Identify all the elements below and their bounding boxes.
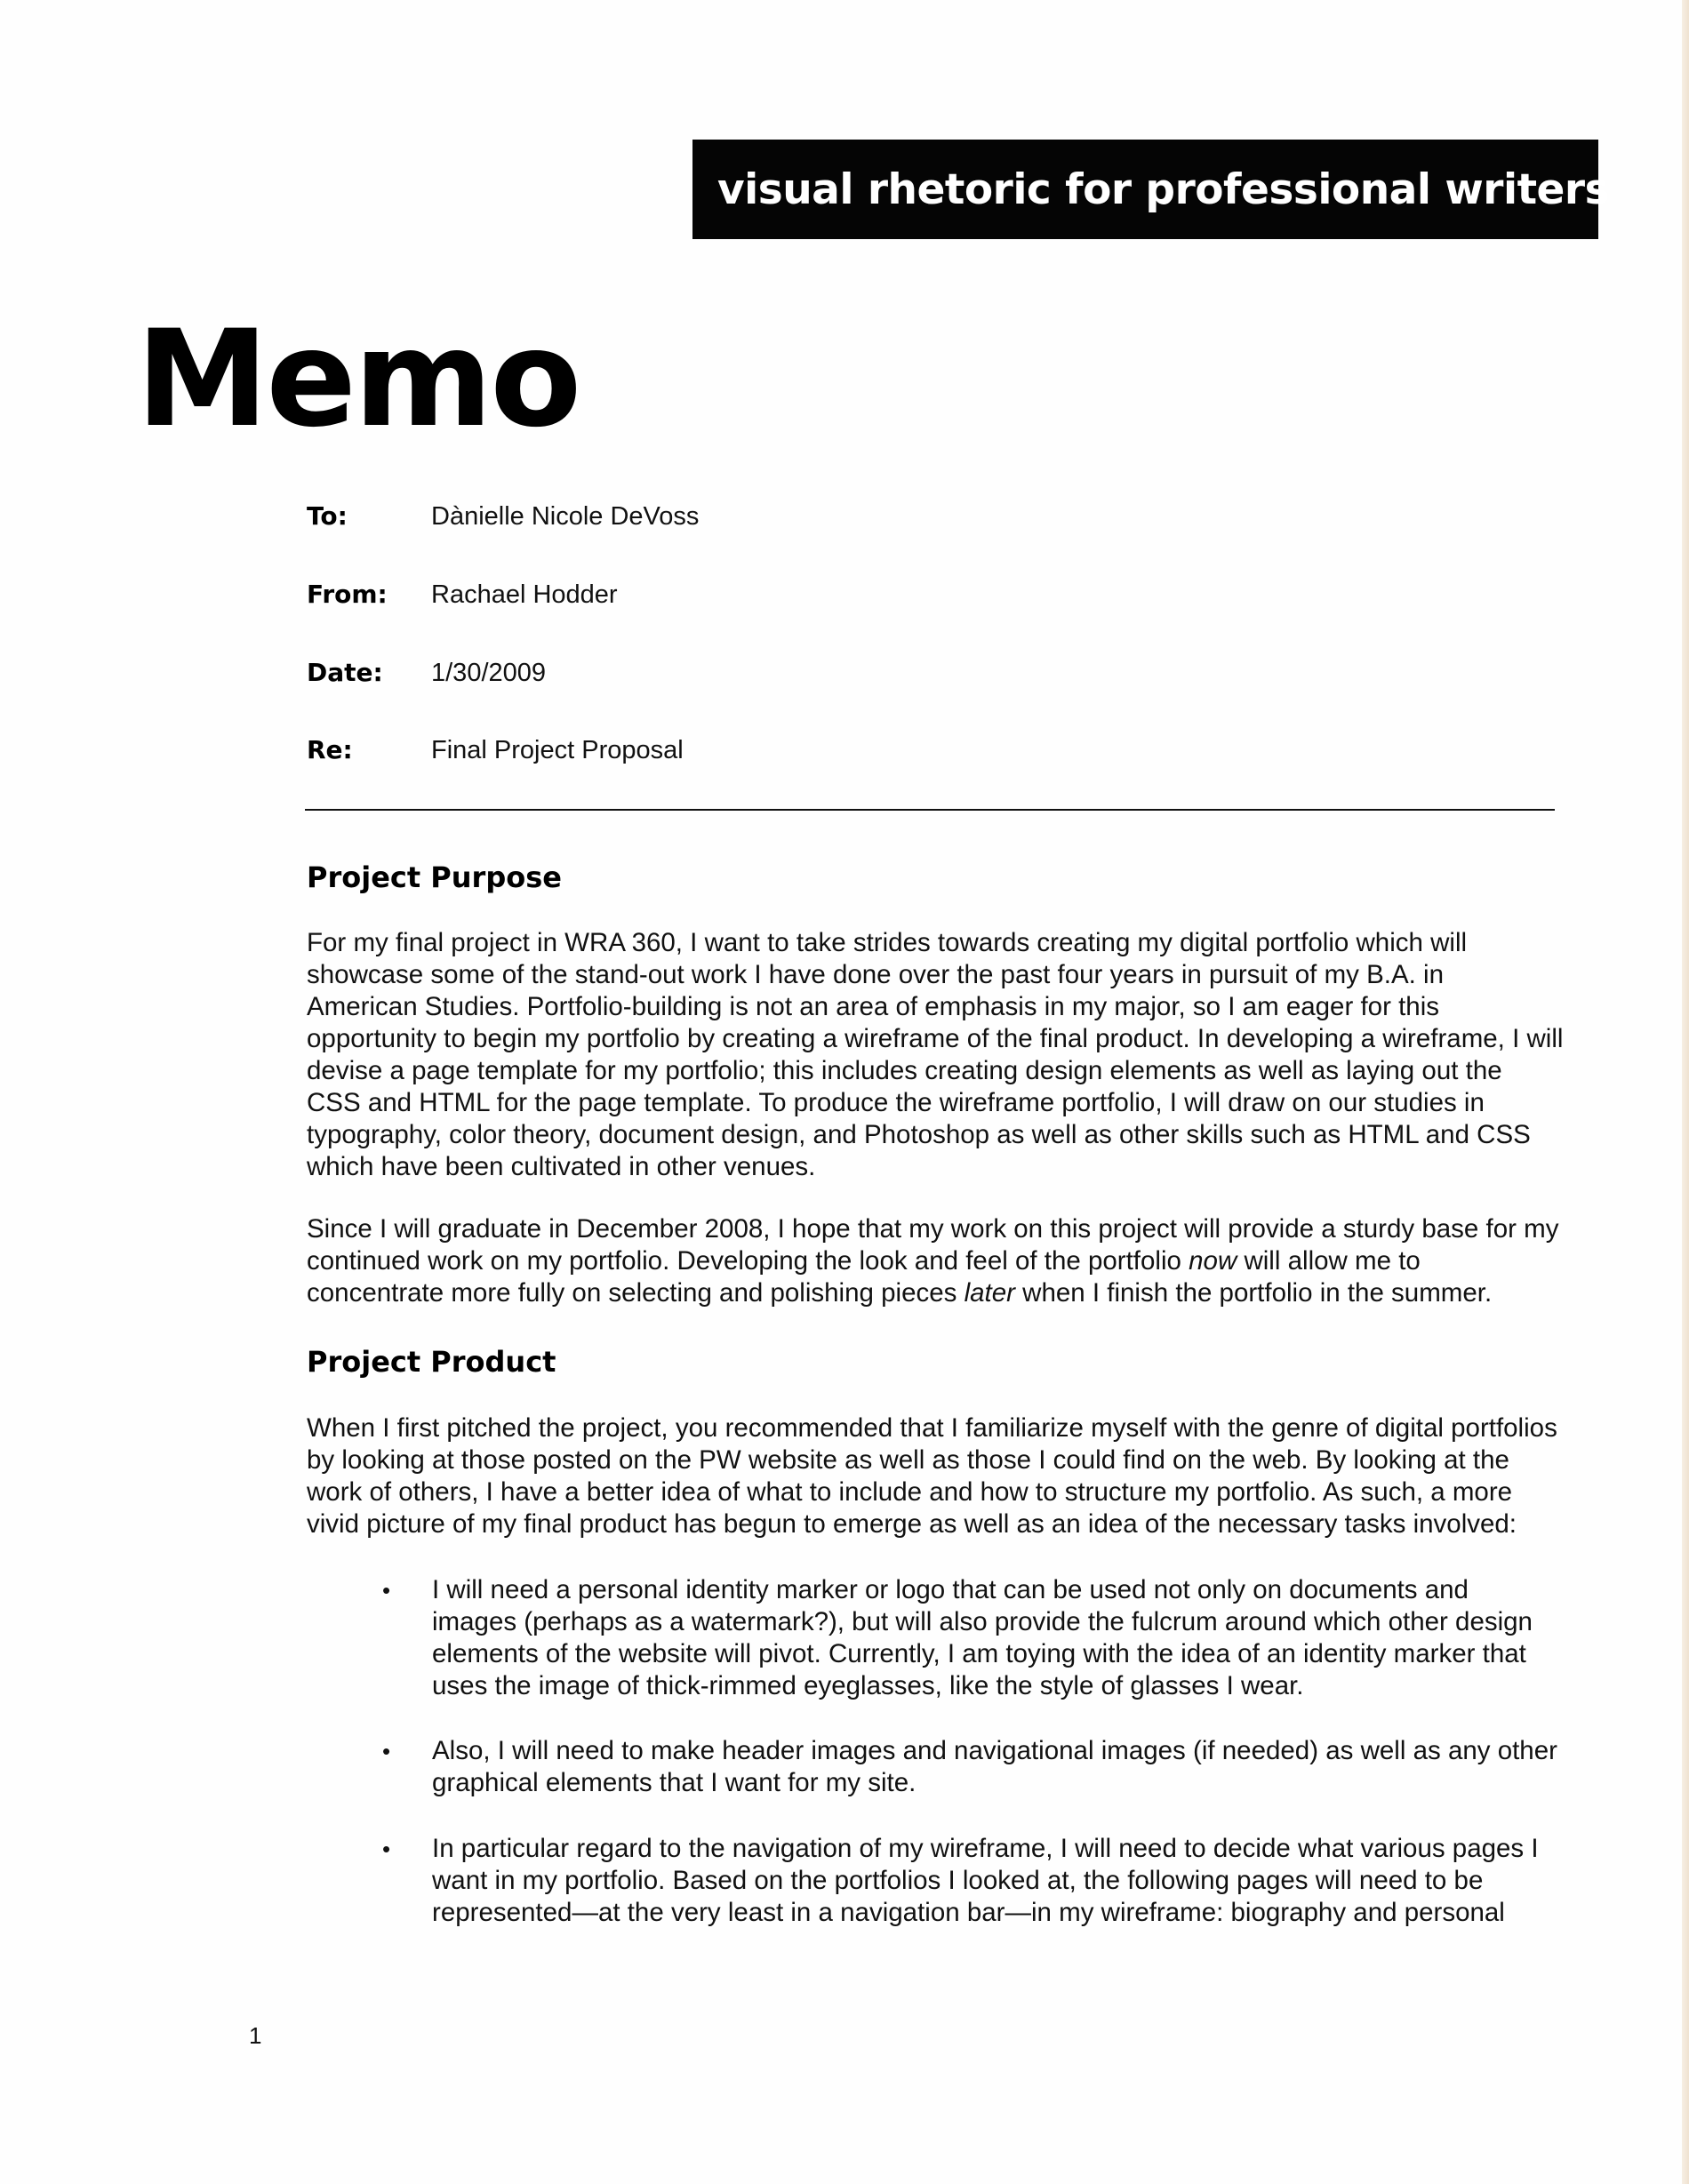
text-line: represented—at the very least in a navigation bar—in my wireframe: biography and personal [432, 1898, 1505, 1927]
purpose-paragraph-2 [307, 1213, 1569, 1309]
text-line: In particular regard to the navigation of my wireframe, I will need to decide what various pages I [432, 1834, 1539, 1863]
header-divider [305, 809, 1555, 811]
text-line: Since I will graduate in December 2008, I hope that my work on this project will provide a sturdy base for my [307, 1214, 1559, 1244]
text-line: by looking at those posted on the PW website as well as those I could find on the web. By looking at the [307, 1445, 1509, 1475]
bullet-text [432, 1735, 1570, 1799]
date-label: Date: [307, 658, 383, 687]
course-banner-text: visual rhetoric for professional writers [717, 164, 1610, 214]
text-line: elements of the website will pivot. Currently, I am toying with the idea of an identity marker that [432, 1639, 1526, 1668]
text-line: uses the image of thick-rimmed eyeglasses, like the style of glasses I wear. [432, 1671, 1304, 1700]
bullet-icon: • [382, 1836, 391, 1862]
page-edge [1682, 0, 1689, 2184]
text-run: will allow me to [1237, 1246, 1421, 1276]
text-line: devise a page template for my portfolio; this includes creating design elements as well as laying out the [307, 1056, 1502, 1085]
page-number: 1 [249, 2022, 262, 2049]
text-line: For my final project in WRA 360, I want to take strides towards creating my digital portfolio which will [307, 928, 1468, 957]
text-line: Also, I will need to make header images and navigational images (if needed) as well as any other [432, 1736, 1557, 1765]
text-line: which have been cultivated in other venues. [307, 1152, 816, 1181]
memo-title: Memo [136, 302, 580, 457]
text-run: when I finish the portfolio in the summer. [1014, 1278, 1493, 1308]
bullet-text [432, 1833, 1570, 1929]
text-line: want in my portfolio. Based on the portfolios I looked at, the following pages will need to be [432, 1866, 1484, 1895]
course-banner [692, 140, 1610, 239]
text-line: opportunity to begin my portfolio by creating a wireframe of the final product. In developing a wireframe, I will [307, 1024, 1564, 1053]
text-line: vivid picture of my final product has begun to emerge as well as an idea of the necessary tasks involved: [307, 1509, 1517, 1539]
from-value: Rachael Hodder [431, 580, 618, 609]
text-line: showcase some of the stand-out work I have done over the past four years in pursuit of my B.A. in [307, 960, 1444, 989]
emphasis-later: later [964, 1278, 1015, 1308]
text-line: I will need a personal identity marker or logo that can be used not only on documents and [432, 1575, 1469, 1604]
to-label: To: [307, 501, 348, 531]
product-paragraph-1 [307, 1412, 1569, 1540]
to-value: Dànielle Nicole DeVoss [431, 502, 700, 531]
text-line [307, 1277, 1569, 1309]
from-label: From: [307, 580, 388, 609]
purpose-heading: Project Purpose [307, 860, 562, 894]
text-line: images (perhaps as a watermark?), but will also provide the fulcrum around which other design [432, 1607, 1533, 1636]
purpose-paragraph-1 [307, 927, 1569, 1183]
text-line: CSS and HTML for the page template. To produce the wireframe portfolio, I will draw on our studies in [307, 1088, 1485, 1117]
text-line: typography, color theory, document design, and Photoshop as well as other skills such as HTML and CSS [307, 1120, 1531, 1149]
bullet-icon: • [382, 1577, 391, 1604]
bullet-icon: • [382, 1738, 391, 1764]
re-value: Final Project Proposal [431, 736, 684, 764]
text-run: concentrate more fully on selecting and polishing pieces [307, 1278, 965, 1308]
re-label: Re: [307, 735, 353, 764]
date-value: 1/30/2009 [431, 659, 547, 687]
bullet-text [432, 1574, 1570, 1702]
text-line: work of others, I have a better idea of what to include and how to structure my portfolio. As such, a more [307, 1477, 1513, 1507]
text-line: graphical elements that I want for my site. [432, 1768, 917, 1797]
emphasis-now: now [1189, 1246, 1237, 1276]
text-line [307, 1245, 1569, 1277]
text-line: When I first pitched the project, you recommended that I familiarize myself with the genre of digital portfolios [307, 1413, 1557, 1443]
text-run: continued work on my portfolio. Developing the look and feel of the portfolio [307, 1246, 1189, 1276]
text-line: American Studies. Portfolio-building is not an area of emphasis in my major, so I am eager for this [307, 992, 1440, 1021]
product-heading: Project Product [307, 1345, 556, 1379]
